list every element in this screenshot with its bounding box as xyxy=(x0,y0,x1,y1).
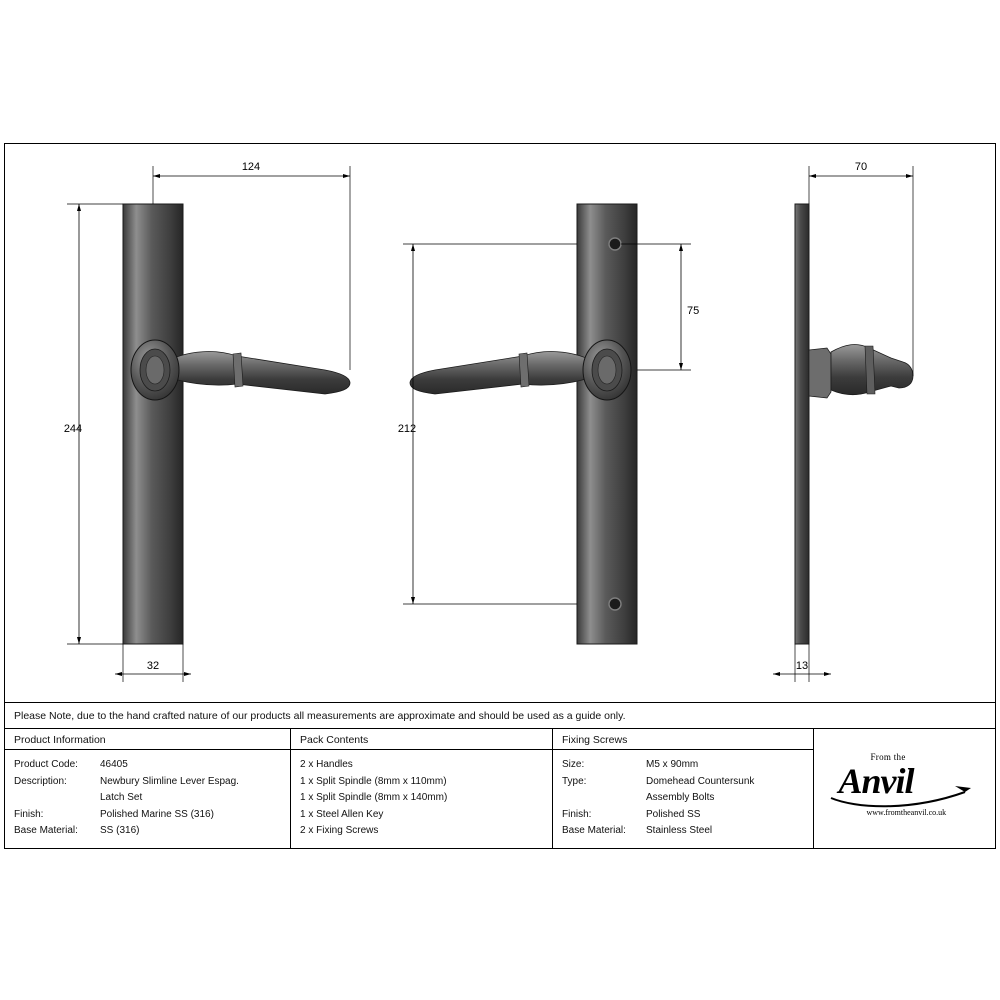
dim-13: 13 xyxy=(795,660,809,672)
pack-item: 1 x Split Spindle (8mm x 110mm) xyxy=(300,775,447,787)
dim-32: 32 xyxy=(146,660,160,672)
dim-75: 75 xyxy=(687,305,700,317)
pack-item: 1 x Steel Allen Key xyxy=(300,808,384,820)
product-information-column xyxy=(5,729,291,849)
drawing-area xyxy=(5,144,995,703)
base-material-row xyxy=(14,823,290,840)
pack-item: 1 x Split Spindle (8mm x 140mm) xyxy=(300,792,448,803)
screw-finish-label: Finish: xyxy=(562,808,592,820)
screw-finish-value: Polished SS xyxy=(646,808,701,820)
product-information-body xyxy=(5,750,290,840)
finish-value: Polished Marine SS (316) xyxy=(100,808,214,820)
screw-type-value: Domehead Countersunk xyxy=(646,775,755,787)
screw-base-material-row xyxy=(562,823,813,840)
product-drawing xyxy=(5,144,995,703)
screw-finish-row xyxy=(562,807,813,824)
description-value-line2: Latch Set xyxy=(100,792,143,803)
screw-base-material-value: Stainless Steel xyxy=(646,825,713,836)
pack-item: 2 x Fixing Screws xyxy=(300,825,379,836)
screw-size-label: Size: xyxy=(562,759,585,770)
dim-244: 244 xyxy=(63,423,83,435)
fixing-screws-column xyxy=(553,729,814,849)
description-label: Description: xyxy=(14,775,67,787)
pack-contents-heading: Pack Contents xyxy=(291,729,552,750)
base-material-value: SS (316) xyxy=(100,825,140,836)
product-code-value: 46405 xyxy=(100,759,128,770)
description-value: Newbury Slimline Lever Espag. xyxy=(100,775,239,787)
logo-line-anvil: Anvil xyxy=(838,761,914,801)
product-code-row xyxy=(14,757,290,774)
description-row xyxy=(14,774,290,791)
screw-type-value-line2: Assembly Bolts xyxy=(646,792,715,803)
finish-label: Finish: xyxy=(14,808,44,820)
info-table xyxy=(5,729,995,849)
fixing-screws-body xyxy=(553,750,813,840)
dim-70: 70 xyxy=(854,161,868,173)
screw-size-row xyxy=(562,757,813,774)
measurement-note xyxy=(5,703,995,729)
pack-contents-body xyxy=(291,750,552,840)
logo-line-from-the: From the xyxy=(870,752,906,762)
finish-row xyxy=(14,807,290,824)
measurement-note-text: Please Note, due to the hand crafted nature of our products all measurements are approximate and should be used as a guide only. xyxy=(14,709,626,722)
product-information-heading: Product Information xyxy=(5,729,290,750)
brand-logo xyxy=(814,729,995,849)
brand-logo-column xyxy=(814,729,995,849)
fixing-screws-heading: Fixing Screws xyxy=(553,729,813,750)
screw-base-material-label: Base Material: xyxy=(562,825,626,836)
product-code-label: Product Code: xyxy=(14,759,78,770)
technical-drawing-sheet xyxy=(4,143,996,849)
pack-contents-column xyxy=(291,729,553,849)
dim-212: 212 xyxy=(397,423,417,435)
pack-item: 2 x Handles xyxy=(300,759,353,770)
screw-type-label: Type: xyxy=(562,775,587,787)
screw-size-value: M5 x 90mm xyxy=(646,759,699,770)
dim-124: 124 xyxy=(241,161,261,173)
screw-type-row xyxy=(562,774,813,791)
logo-website-url: www.fromtheanvil.co.uk xyxy=(866,808,947,817)
base-material-label: Base Material: xyxy=(14,825,78,836)
